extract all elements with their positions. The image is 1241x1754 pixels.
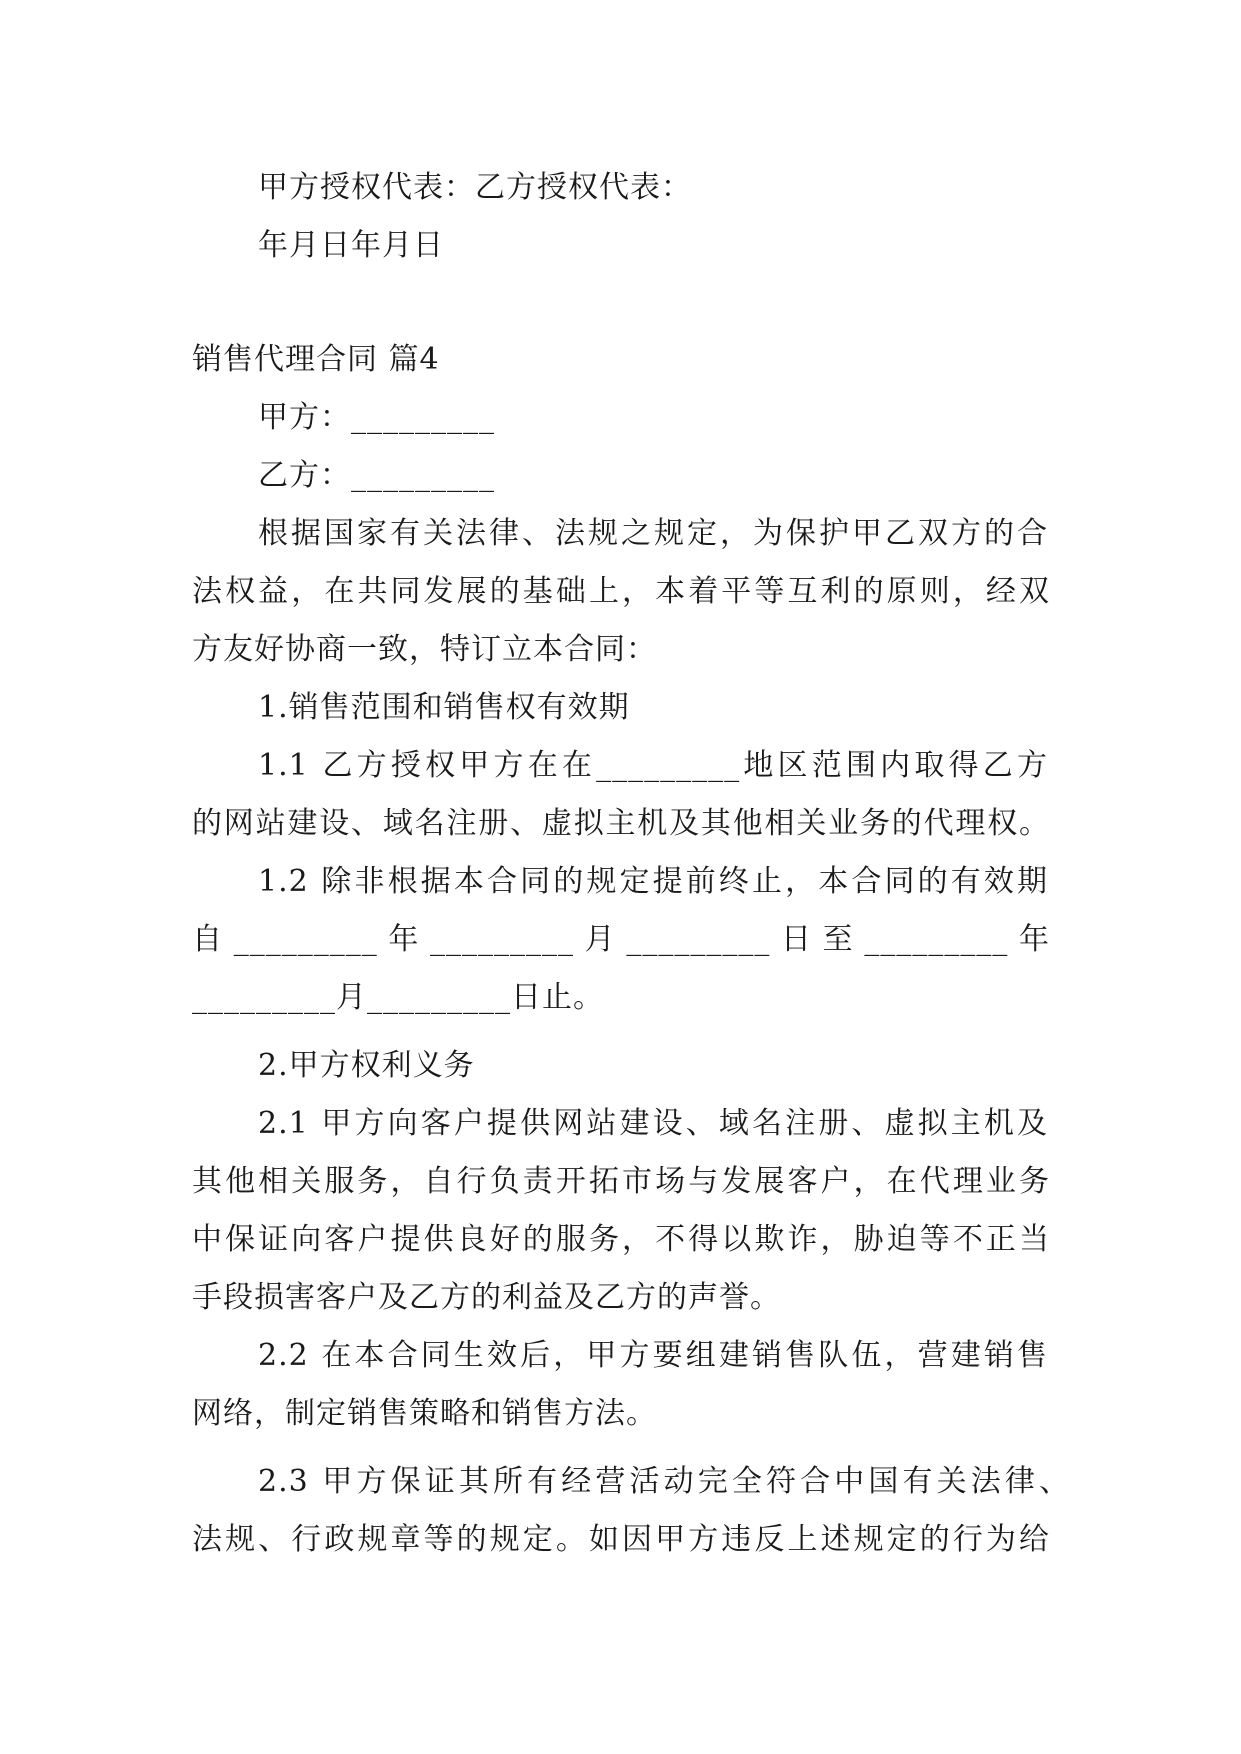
clause-2-1-line-3: 中保证向客户提供良好的服务，不得以欺诈，胁迫等不正当 xyxy=(192,1222,1050,1257)
party-a-line: 甲方：_________ xyxy=(258,400,495,435)
signature-date-line: 年月日年月日 xyxy=(258,228,444,263)
preamble-line-1: 根据国家有关法律、法规之规定，为保护甲乙双方的合 xyxy=(258,516,1048,551)
clause-2-1-line-2: 其他相关服务，自行负责开拓市场与发展客户，在代理业务 xyxy=(192,1164,1050,1199)
clause-1-1-line-1: 1.1 乙方授权甲方在在_________地区范围内取得乙方 xyxy=(258,748,1048,783)
clause-1-2-line-1: 1.2 除非根据本合同的规定提前终止，本合同的有效期 xyxy=(258,864,1048,899)
clause-1-2-line-3: _________月_________日止。 xyxy=(192,980,604,1015)
clause-1-2-line-2: 自 _________ 年 _________ 月 _________ 日 至 _________ 年 xyxy=(192,922,1050,957)
preamble-line-2: 法权益，在共同发展的基础上，本着平等互利的原则，经双 xyxy=(192,574,1050,609)
clause-2-1-line-1: 2.1 甲方向客户提供网站建设、域名注册、虚拟主机及 xyxy=(258,1106,1048,1141)
clause-2-2-line-2: 网络，制定销售策略和销售方法。 xyxy=(192,1396,657,1431)
clause-1-heading: 1.销售范围和销售权有效期 xyxy=(258,690,630,725)
party-b-line: 乙方：_________ xyxy=(258,458,495,493)
clause-2-3-line-1: 2.3 甲方保证其所有经营活动完全符合中国有关法律、 xyxy=(258,1464,1070,1499)
clause-2-1-line-4: 手段损害客户及乙方的利益及乙方的声誉。 xyxy=(192,1280,781,1315)
clause-1-1-line-2: 的网站建设、域名注册、虚拟主机及其他相关业务的代理权。 xyxy=(192,806,1050,841)
section-heading: 销售代理合同 篇4 xyxy=(192,342,440,377)
clause-2-2-line-1: 2.2 在本合同生效后，甲方要组建销售队伍，营建销售 xyxy=(258,1338,1048,1373)
clause-2-3-line-2: 法规、行政规章等的规定。如因甲方违反上述规定的行为给 xyxy=(192,1522,1050,1557)
clause-2-heading: 2.甲方权利义务 xyxy=(258,1048,475,1083)
signature-representatives-line: 甲方授权代表：乙方授权代表： xyxy=(258,170,692,205)
preamble-line-3: 方友好协商一致，特订立本合同： xyxy=(192,632,657,667)
